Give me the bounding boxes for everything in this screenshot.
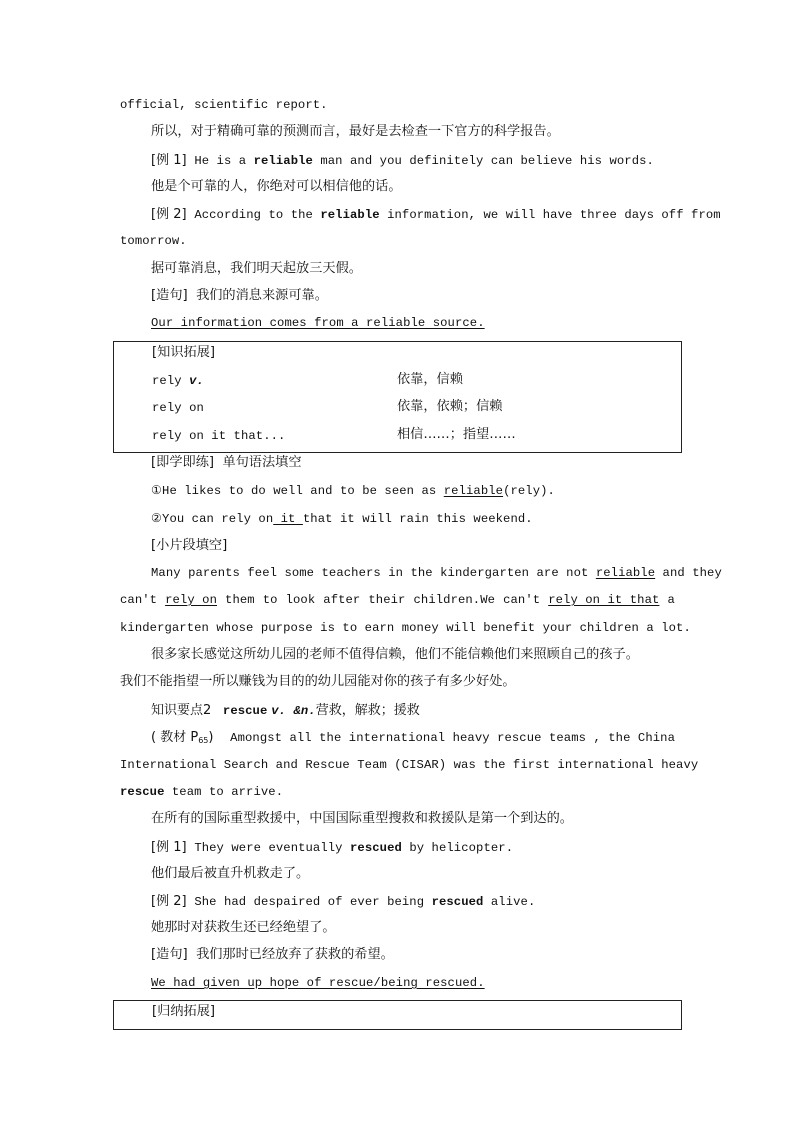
box-title: [归纳拓展] (152, 1004, 216, 1019)
sentence-answer: We had given up hope of rescue/being rescued. (151, 976, 485, 990)
keyword: rescue (120, 785, 165, 799)
example-tag: [例 1] (151, 153, 187, 168)
example-3-translation: 他们最后被直升机救走了。 (151, 866, 310, 881)
example-1: [例 1] He is a reliable man and you definitely can believe his words. (151, 153, 654, 168)
keyword: rescued (431, 895, 484, 909)
text-line: official, scientific report. (120, 98, 328, 112)
example-4: [例 2] She had despaired of ever being rescued alive. (151, 894, 536, 909)
answer-blank: reliable (595, 566, 656, 580)
make-tag: [造句] (151, 288, 188, 303)
sentence-making: [造句] 我们的消息来源可靠。 (151, 288, 328, 303)
source-translation: 在所有的国际重型救援中，中国国际重型搜救和救援队是第一个到达的。 (151, 811, 573, 826)
example-1-translation: 他是个可靠的人，你绝对可以相信他的话。 (151, 179, 402, 194)
knowledge-box (113, 341, 682, 453)
answer-blank: it (273, 512, 303, 526)
example-tag: [例 1] (151, 840, 187, 855)
sentence-making: [造句] 我们那时已经放弃了获救的希望。 (151, 947, 394, 962)
keyword: reliable (253, 154, 313, 168)
make-tag: [造句] (151, 947, 188, 962)
paragraph-translation: 很多家长感觉这所幼儿园的老师不值得信赖，他们不能信赖他们来照顾自己的孩子。 (151, 647, 639, 662)
box-row-cn: 依靠，依赖；信赖 (397, 399, 503, 414)
box-row-cn: 相信……；指望…… (397, 427, 516, 442)
question-1: ①He likes to do well and to be seen as reliable(rely). (151, 484, 555, 498)
practice-heading: [即学即练] 单句语法填空 (151, 455, 302, 470)
keyword: reliable (320, 208, 380, 222)
box-row-en: rely on it that... (152, 429, 286, 443)
sentence-answer: Our information comes from a reliable source. (151, 316, 485, 330)
knowledge-point-2: 知识要点2 rescue v. &n.营救，解救；援救 (151, 703, 420, 718)
example-3: [例 1] They were eventually rescued by helicopter. (151, 840, 514, 855)
summary-box (113, 1000, 682, 1030)
point-label: 知识要点2 (151, 703, 212, 718)
paragraph-line: kindergarten whose purpose is to earn money will benefit your children a lot. (120, 621, 691, 635)
point-word: rescue (222, 704, 268, 718)
answer-blank: rely on it that (548, 593, 660, 607)
answer-blank: rely on (165, 593, 218, 607)
example-2: [例 2] According to the reliable information, we will have three days off from (151, 207, 721, 222)
question-2: ②You can rely on it that it will rain this weekend. (151, 512, 533, 526)
box-row-cn: 依靠，信赖 (397, 372, 463, 387)
translation-line: 所以，对于精确可靠的预测而言，最好是去检查一下官方的科学报告。 (151, 124, 560, 139)
example-4-translation: 她那时对获救生还已经绝望了。 (151, 920, 336, 935)
box-title: [知识拓展] (152, 345, 216, 360)
example-tag: [例 2] (151, 207, 187, 222)
paragraph-line: can't rely on them to look after their children.We can't rely on it that a (120, 593, 675, 607)
textbook-source-cont: rescue team to arrive. (120, 785, 284, 799)
keyword: rescued (350, 841, 402, 855)
example-2-translation: 据可靠消息，我们明天起放三天假。 (151, 261, 362, 276)
example-2-cont: tomorrow. (120, 234, 187, 248)
paragraph-line: Many parents feel some teachers in the kindergarten are not reliable and they (151, 566, 722, 580)
paragraph-translation: 我们不能指望一所以赚钱为目的的幼儿园能对你的孩子有多少好处。 (120, 674, 516, 689)
box-row-en: rely on (152, 401, 204, 415)
textbook-source-cont: International Search and Rescue Team (CISAR) was the first international heavy (120, 758, 699, 772)
box-row-en: rely v. (152, 374, 204, 388)
example-tag: [例 2] (151, 894, 187, 909)
answer-blank: reliable (443, 484, 504, 498)
fill-heading: [小片段填空] (151, 538, 228, 553)
textbook-source: ( 教材 $P_{65}$) Amongst all the international heavy rescue teams , the China (151, 730, 675, 745)
